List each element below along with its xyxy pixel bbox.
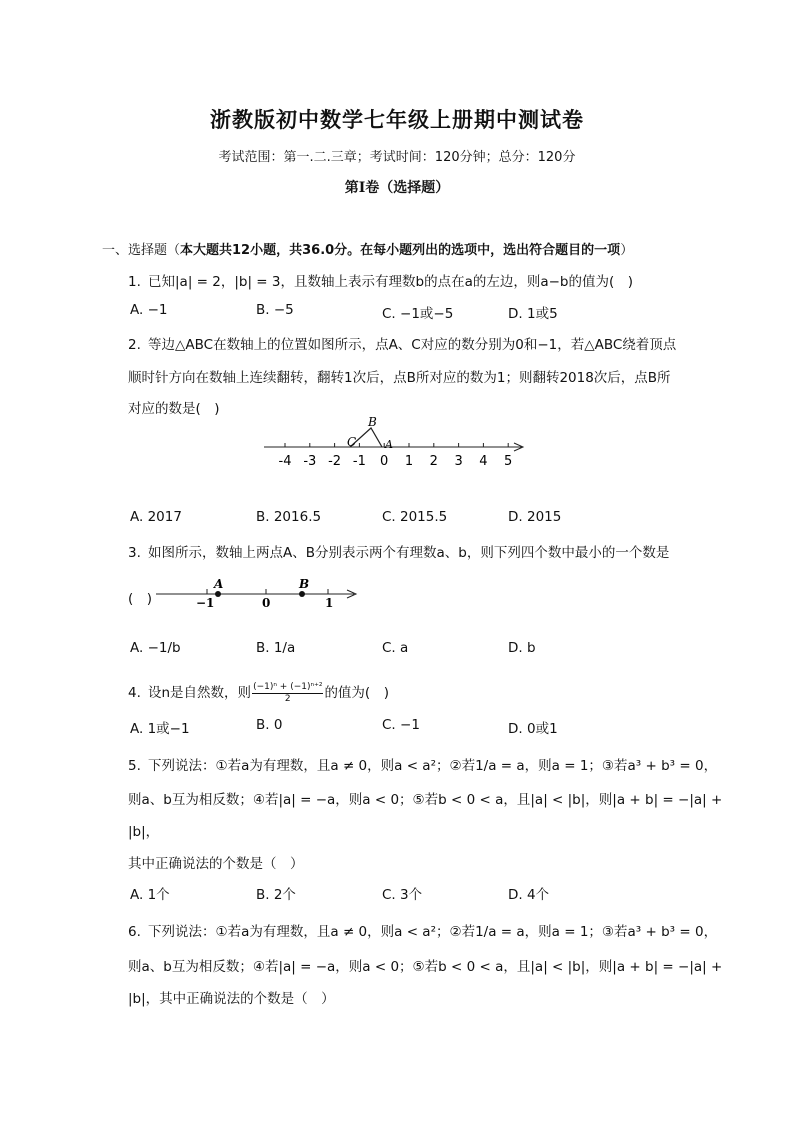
question-number: 6.	[128, 924, 141, 940]
tick-label-neg1: −1	[196, 596, 215, 610]
section-name: 一、选择题（	[102, 243, 181, 258]
question-text-post: 的值为( )	[324, 685, 389, 701]
question-text-line-2: 顺时针方向在数轴上连续翻转，翻转1次后，点B所对应的数为1；则翻转2018次后，点B所	[128, 370, 671, 386]
question-text: 如图所示，数轴上两点A、B分别表示两个有理数a、b，则下列四个数中最小的一个数是	[148, 545, 670, 561]
question-text-pre: 设n是自然数，则	[148, 685, 252, 701]
fraction-denominator: 2	[284, 693, 291, 704]
q3-option-a[interactable]: A. −1/b	[130, 640, 181, 656]
q5-option-a[interactable]: A. 1个	[130, 887, 170, 903]
question-text-line-3: |b|，	[128, 824, 160, 840]
tick-label: 1	[404, 454, 414, 469]
question-3	[128, 541, 669, 561]
point-label-a: A	[214, 577, 224, 591]
q1-option-a[interactable]: A. −1	[130, 302, 168, 318]
question-text: 已知|a| = 2，|b| = 3，且数轴上表示有理数b的点在a的左边，则a−b的值为( )	[148, 274, 634, 290]
section-close: ）	[620, 243, 634, 258]
q2-option-c[interactable]: C. 2015.5	[382, 509, 448, 525]
question-1	[128, 270, 633, 290]
question-number: 4.	[128, 685, 141, 701]
question-text-line-4: 其中正确说法的个数是（ ）	[128, 856, 304, 872]
q2-option-a[interactable]: A. 2017	[130, 509, 182, 525]
question-text-line-1: 下列说法：①若a为有理数，且a ≠ 0，则a < a²；②若1/a = a，则a = 1；③若a³ + b³ = 0，	[148, 924, 718, 940]
section-heading	[102, 239, 633, 258]
tick-label: 2	[429, 454, 438, 469]
question-text-line-1: 等边△ABC在数轴上的位置如图所示，点A、C对应的数分别为0和−1，若△ABC绕着顶点	[148, 337, 677, 353]
question-number: 5.	[128, 758, 141, 774]
tick-label: -2	[328, 454, 342, 469]
q2-number-line-figure	[258, 412, 538, 474]
vertex-label-c: C	[347, 435, 357, 449]
question-number: 1.	[128, 274, 141, 290]
q3-option-b[interactable]: B. 1/a	[256, 640, 296, 656]
q1-option-d[interactable]: D. 1或5	[508, 306, 558, 322]
question-number: 2.	[128, 337, 141, 353]
q5-option-c[interactable]: C. 3个	[382, 887, 423, 903]
q1-option-b[interactable]: B. −5	[256, 302, 294, 318]
question-4	[128, 681, 389, 705]
section-desc: 本大题共12小题，共36.0分。在每小题列出的选项中，选出符合题目的一项	[180, 243, 621, 258]
question-number: 3.	[128, 545, 141, 561]
q5-option-b[interactable]: B. 2个	[256, 887, 296, 903]
tick-label: -1	[352, 454, 366, 469]
tick-label-0: 0	[262, 596, 271, 610]
question-text-line-2: 则a、b互为相反数；④若|a| = −a，则a < 0；⑤若b < 0 < a，且|a| < |b|，则|a + b| = −|a| +	[128, 959, 723, 975]
question-text-line-2: 则a、b互为相反数；④若|a| = −a，则a < 0；⑤若b < 0 < a，且|a| < |b|，则|a + b| = −|a| +	[128, 792, 723, 808]
tick-label: 5	[504, 454, 513, 469]
page-title: 浙教版初中数学七年级上册期中测试卷	[210, 107, 584, 132]
q1-option-c[interactable]: C. −1或−5	[382, 306, 454, 322]
question-text-line-1: 下列说法：①若a为有理数，且a ≠ 0，则a < a²；②若1/a = a，则a = 1；③若a³ + b³ = 0，	[148, 758, 718, 774]
q3-option-c[interactable]: C. a	[382, 640, 409, 656]
vertex-label-b: B	[368, 415, 377, 429]
question-6	[128, 920, 717, 940]
q2-option-b[interactable]: B. 2016.5	[256, 509, 322, 525]
fraction-numerator: (−1)ⁿ + (−1)ⁿ⁺²	[253, 681, 323, 692]
tick-label: 4	[479, 454, 488, 469]
point-label-b: B	[299, 577, 310, 591]
exam-info: 考试范围：第一.二.三章；考试时间：120分钟；总分：120分	[218, 150, 576, 165]
answer-paren: ( )	[128, 591, 153, 607]
point-a	[215, 591, 221, 597]
q5-option-d[interactable]: D. 4个	[508, 887, 550, 903]
q4-option-a[interactable]: A. 1或−1	[130, 721, 190, 737]
tick-label: 3	[454, 454, 463, 469]
volume-heading: 第Ⅰ卷（选择题）	[344, 180, 450, 196]
question-2	[128, 333, 676, 353]
point-b	[299, 591, 305, 597]
tick-label-1: 1	[325, 596, 334, 610]
tick-label: -4	[278, 454, 292, 469]
q4-option-c[interactable]: C. −1	[382, 717, 420, 733]
q4-option-d[interactable]: D. 0或1	[508, 721, 558, 737]
fraction	[252, 682, 323, 705]
tick-label: -3	[303, 454, 317, 469]
question-text-line-3: |b|，其中正确说法的个数是（ ）	[128, 991, 335, 1007]
q4-option-b[interactable]: B. 0	[256, 717, 283, 733]
vertex-label-a: A	[385, 438, 393, 451]
q3-option-d[interactable]: D. b	[508, 640, 536, 656]
question-5	[128, 754, 717, 774]
question-text-line-3: 对应的数是( )	[128, 401, 220, 417]
q2-option-d[interactable]: D. 2015	[508, 509, 562, 525]
q3-number-line-figure	[150, 576, 364, 610]
tick-label: 0	[380, 454, 389, 469]
